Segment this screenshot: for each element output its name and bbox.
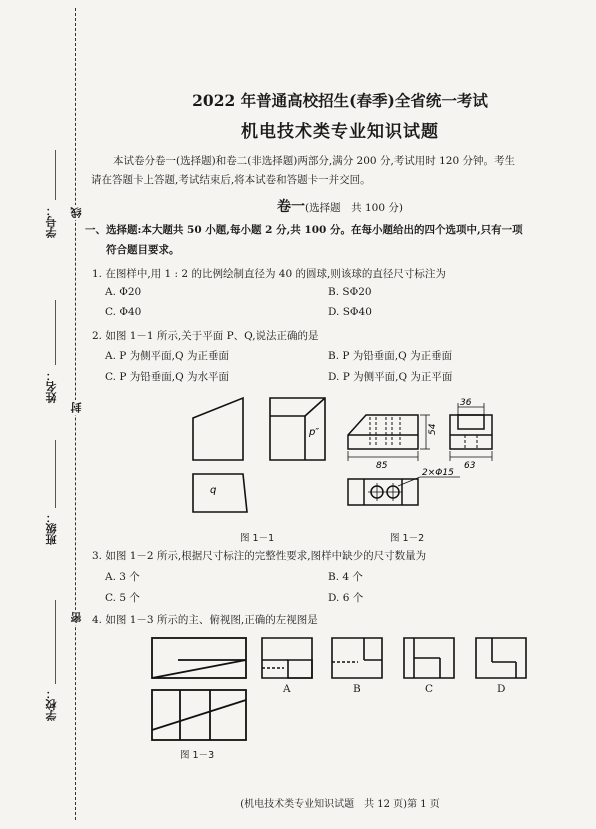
section-heading [90, 196, 590, 216]
line-mark: 线 [70, 207, 83, 218]
q2-option-b[interactable]: B. P 为铅垂面,Q 为正垂面 [328, 350, 453, 362]
fig1-2-dim-54: 54 [428, 423, 438, 435]
fig1-2-dim-85: 85 [376, 461, 388, 471]
q3-option-d[interactable]: D. 6 个 [328, 592, 364, 604]
section-note: (选择题 共 100 分) [305, 202, 403, 214]
q3-option-c[interactable]: C. 5 个 [105, 592, 140, 604]
fig1-2-dim-36: 36 [460, 398, 472, 408]
figure-1-1 [185, 390, 335, 530]
exam-subtitle: 机电技术类专业知识试题 [241, 122, 439, 142]
fig1-1-caption: 图 1－1 [240, 533, 275, 544]
class-label: 班级： [45, 512, 58, 545]
q4-option-d[interactable]: D [497, 683, 506, 695]
class-blank[interactable] [55, 440, 56, 508]
q4-stem: 4. 如图 1－3 所示的主、俯视图,正确的左视图是 [92, 614, 318, 626]
q2-stem: 2. 如图 1－1 所示,关于平面 P、Q,说法正确的是 [92, 330, 319, 342]
figure-1-2 [340, 393, 500, 533]
fig1-1-top-view [193, 474, 247, 512]
figure-1-3 [148, 630, 258, 755]
q2-option-c[interactable]: C. P 为铅垂面,Q 为水平面 [105, 371, 230, 383]
student-name-blank[interactable] [55, 300, 56, 365]
q1-option-b[interactable]: B. SΦ20 [328, 286, 372, 298]
school-blank[interactable] [55, 600, 56, 684]
bind-mark: 密 [70, 612, 83, 623]
seal-mark: 封 [70, 402, 83, 413]
student-id-label: 学号： [45, 205, 58, 238]
student-name-label: 姓名： [45, 370, 58, 403]
section-title: 卷一 [277, 199, 306, 215]
q1-option-a[interactable]: A. Φ20 [105, 286, 142, 298]
fig1-2-dim-63: 63 [464, 461, 476, 471]
q2-option-a[interactable]: A. P 为侧平面,Q 为正垂面 [105, 350, 229, 362]
fig1-2-side-view [450, 415, 492, 449]
part-heading-line2: 符合题目要求。 [106, 244, 180, 256]
instructions-line1: 本试卷分卷一(选择题)和卷二(非选择题)两部分,满分 200 分,考试用时 120 分钟。考生 [113, 155, 515, 167]
fig1-1-label-p: p″ [309, 427, 320, 438]
student-id-blank[interactable] [55, 150, 56, 200]
q1-stem: 1. 在图样中,用 1 : 2 的比例绘制直径为 40 的圆球,则该球的直径尺寸标注为 [92, 268, 446, 280]
fig1-3-caption: 图 1－3 [180, 750, 215, 761]
q1-option-c[interactable]: C. Φ40 [105, 306, 142, 318]
part-heading-line1: 一、选择题:本大题共 50 小题,每小题 2 分,共 100 分。在每小题给出的四个选项中,只有一项 [85, 224, 523, 236]
fig1-1-front-view [193, 398, 243, 460]
fig1-2-caption: 图 1－2 [390, 533, 425, 544]
fig1-1-label-q: q [210, 485, 217, 496]
fig1-2-front-view [348, 415, 418, 449]
exam-title: 2022 年普通高校招生(春季)全省统一考试 [192, 91, 488, 110]
instructions-line2: 请在答题卡上答题,考试结束后,将本试卷和答题卡一并交回。 [91, 174, 371, 186]
fig1-3-front-view [152, 638, 246, 678]
school-label: 学校： [45, 688, 58, 721]
q4-option-a[interactable]: A [283, 683, 291, 695]
q4-option-b[interactable]: B [353, 683, 361, 695]
fig1-2-holes-label: 2×Φ15 [422, 468, 454, 478]
q4-option-c-view [404, 638, 454, 678]
q4-option-d-view [476, 638, 526, 678]
q4-option-a-view [262, 638, 312, 678]
q3-option-b[interactable]: B. 4 个 [328, 571, 363, 583]
q4-option-b-view [332, 638, 382, 678]
q3-stem: 3. 如图 1－2 所示,根据尺寸标注的完整性要求,图样中缺少的尺寸数量为 [92, 550, 427, 562]
q4-option-figures [258, 632, 533, 682]
page-footer: (机电技术类专业知识试题 共 12 页)第 1 页 [240, 799, 440, 810]
q3-option-a[interactable]: A. 3 个 [105, 571, 140, 583]
q2-option-d[interactable]: D. P 为侧平面,Q 为正平面 [328, 371, 453, 383]
q4-option-c[interactable]: C [425, 683, 434, 695]
q1-option-d[interactable]: D. SΦ40 [328, 306, 372, 318]
